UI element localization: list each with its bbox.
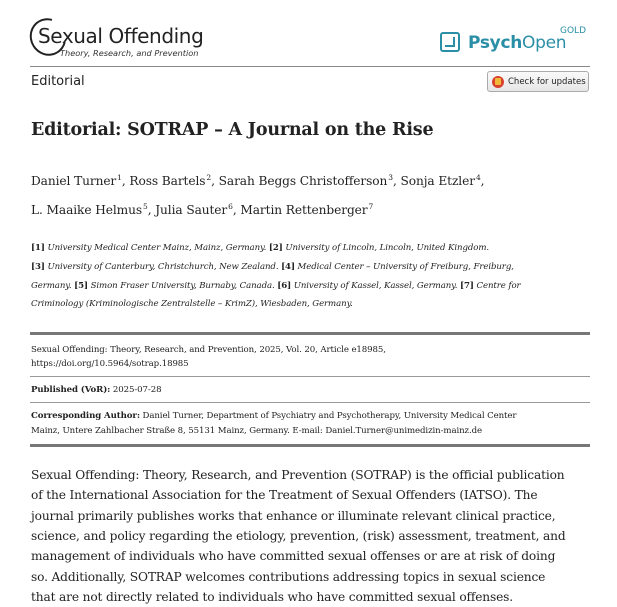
author-name[interactable]: Julia Sauter [155, 203, 228, 217]
journal-logo-title: Sexual Offending [38, 24, 204, 48]
body-text-line: science, and policy regarding the etiology, prevention, (risk) assessment, treatment, and [31, 529, 566, 543]
affiliation-text: Centre for [473, 281, 521, 291]
affiliation-number: [7] [460, 281, 474, 291]
affiliation-text: Criminology (Kriminologische Zentralstelle – KrimZ), Wiesbaden, Germany. [31, 299, 353, 309]
header-divider [30, 66, 590, 67]
publisher-logo[interactable] [438, 26, 598, 60]
author-separator: , [392, 174, 401, 188]
publisher-name-bold: Psych [468, 33, 523, 53]
affiliation-number: [4] [281, 262, 295, 272]
author-separator: , [211, 174, 219, 188]
corresponding-author-line-1 [31, 411, 516, 421]
check-for-updates-label: Check for updates [508, 76, 586, 87]
author-name[interactable]: Sonja Etzler [400, 174, 475, 188]
affiliation-text: University of Lincoln, Lincoln, United Kingdom. [282, 243, 490, 253]
published-date [31, 385, 161, 395]
affiliation-number: [1] [31, 243, 45, 253]
affiliations-line-3 [31, 281, 521, 291]
author-affiliation-number: 7 [368, 202, 374, 211]
affiliation-number: [6] [277, 281, 292, 291]
author-name[interactable]: L. Maaike Helmus [31, 203, 143, 217]
affiliations-line-4 [31, 299, 353, 309]
body-text-line: of the International Association for the Treatment of Sexual Offenders (IATSO). The [31, 488, 538, 502]
corresponding-author-line-2: Mainz, Untere Zahlbacher Straße 8, 55131 Mainz, Germany. E-mail: Daniel.Turner@unimedizin-mainz.de [31, 426, 482, 436]
corresponding-text-1: Daniel Turner, Department of Psychiatry and Psychotherapy, University Medical Center [139, 411, 517, 421]
article-type: Editorial [31, 74, 85, 89]
crossmark-icon [492, 76, 504, 88]
citation-text: Sexual Offending: Theory, Research, and Prevention, 2025, Vol. 20, Article e18985, [31, 345, 386, 355]
check-for-updates-button[interactable] [487, 71, 589, 92]
affiliations-line-2 [31, 262, 514, 272]
authors-line-1 [31, 173, 484, 188]
author-affiliation-number: 3 [388, 173, 393, 182]
affiliation-number: [5] [74, 281, 88, 291]
affiliation-text: Germany. [31, 281, 75, 291]
published-value: 2025-07-28 [110, 385, 162, 395]
published-label: Published (VoR): [31, 385, 111, 395]
author-separator: , [147, 203, 156, 217]
publisher-name [468, 33, 566, 53]
affiliation-text: Simon Fraser University, Burnaby, Canada. [87, 281, 278, 291]
author-affiliation-number: 4 [475, 173, 481, 182]
journal-logo-subtitle: Theory, Research, and Prevention [60, 48, 199, 58]
metadata-divider-2 [30, 402, 590, 403]
metadata-divider-1 [30, 376, 590, 377]
body-text-line: management of individuals who have committed sexual offenses or are at risk of doing [31, 549, 556, 563]
metadata-bottom-divider [30, 444, 590, 447]
publisher-name-regular: Open [522, 33, 567, 53]
author-affiliation-number: 1 [117, 173, 122, 182]
author-separator: , [480, 174, 485, 188]
author-affiliation-number: 5 [143, 202, 148, 211]
author-name[interactable]: Daniel Turner [31, 174, 117, 188]
affiliation-text: University of Canterbury, Christchurch, New Zealand. [44, 262, 282, 272]
article-title: Editorial: SOTRAP – A Journal on the Rise [31, 120, 434, 140]
affiliation-text: Medical Center – University of Freiburg, Freiburg, [294, 262, 514, 272]
author-affiliation-number: 6 [228, 202, 233, 211]
psychopen-icon [440, 32, 460, 52]
affiliation-number: [3] [31, 262, 45, 272]
body-text-line: that are not directly related to individuals who have committed sexual offenses. [31, 590, 513, 604]
doi-link[interactable]: https://doi.org/10.5964/sotrap.18985 [31, 359, 189, 369]
authors-line-2 [31, 202, 373, 217]
body-text-line: so. Additionally, SOTRAP welcomes contributions addressing topics in sexual science [31, 570, 546, 584]
publisher-gold-label: GOLD [560, 26, 587, 36]
affiliations-line-1 [31, 243, 489, 253]
author-name[interactable]: Martin Rettenberger [240, 203, 368, 217]
author-affiliation-number: 2 [206, 173, 212, 182]
corresponding-label: Corresponding Author: [31, 411, 140, 421]
affiliation-text: University of Kassel, Kassel, Germany. [291, 281, 461, 291]
metadata-top-divider [30, 332, 590, 335]
affiliation-text: University Medical Center Mainz, Mainz, Germany. [44, 243, 269, 253]
author-separator: , [232, 203, 241, 217]
author-name[interactable]: Sarah Beggs Christofferson [218, 174, 388, 188]
body-text-line: journal primarily publishes works that enhance or illuminate relevant clinical practice, [31, 509, 556, 523]
author-separator: , [121, 174, 130, 188]
journal-logo [30, 18, 210, 60]
body-text-line: Sexual Offending: Theory, Research, and Prevention (SOTRAP) is the official publication [31, 468, 565, 482]
affiliation-number: [2] [268, 243, 283, 253]
author-name[interactable]: Ross Bartels [129, 174, 206, 188]
